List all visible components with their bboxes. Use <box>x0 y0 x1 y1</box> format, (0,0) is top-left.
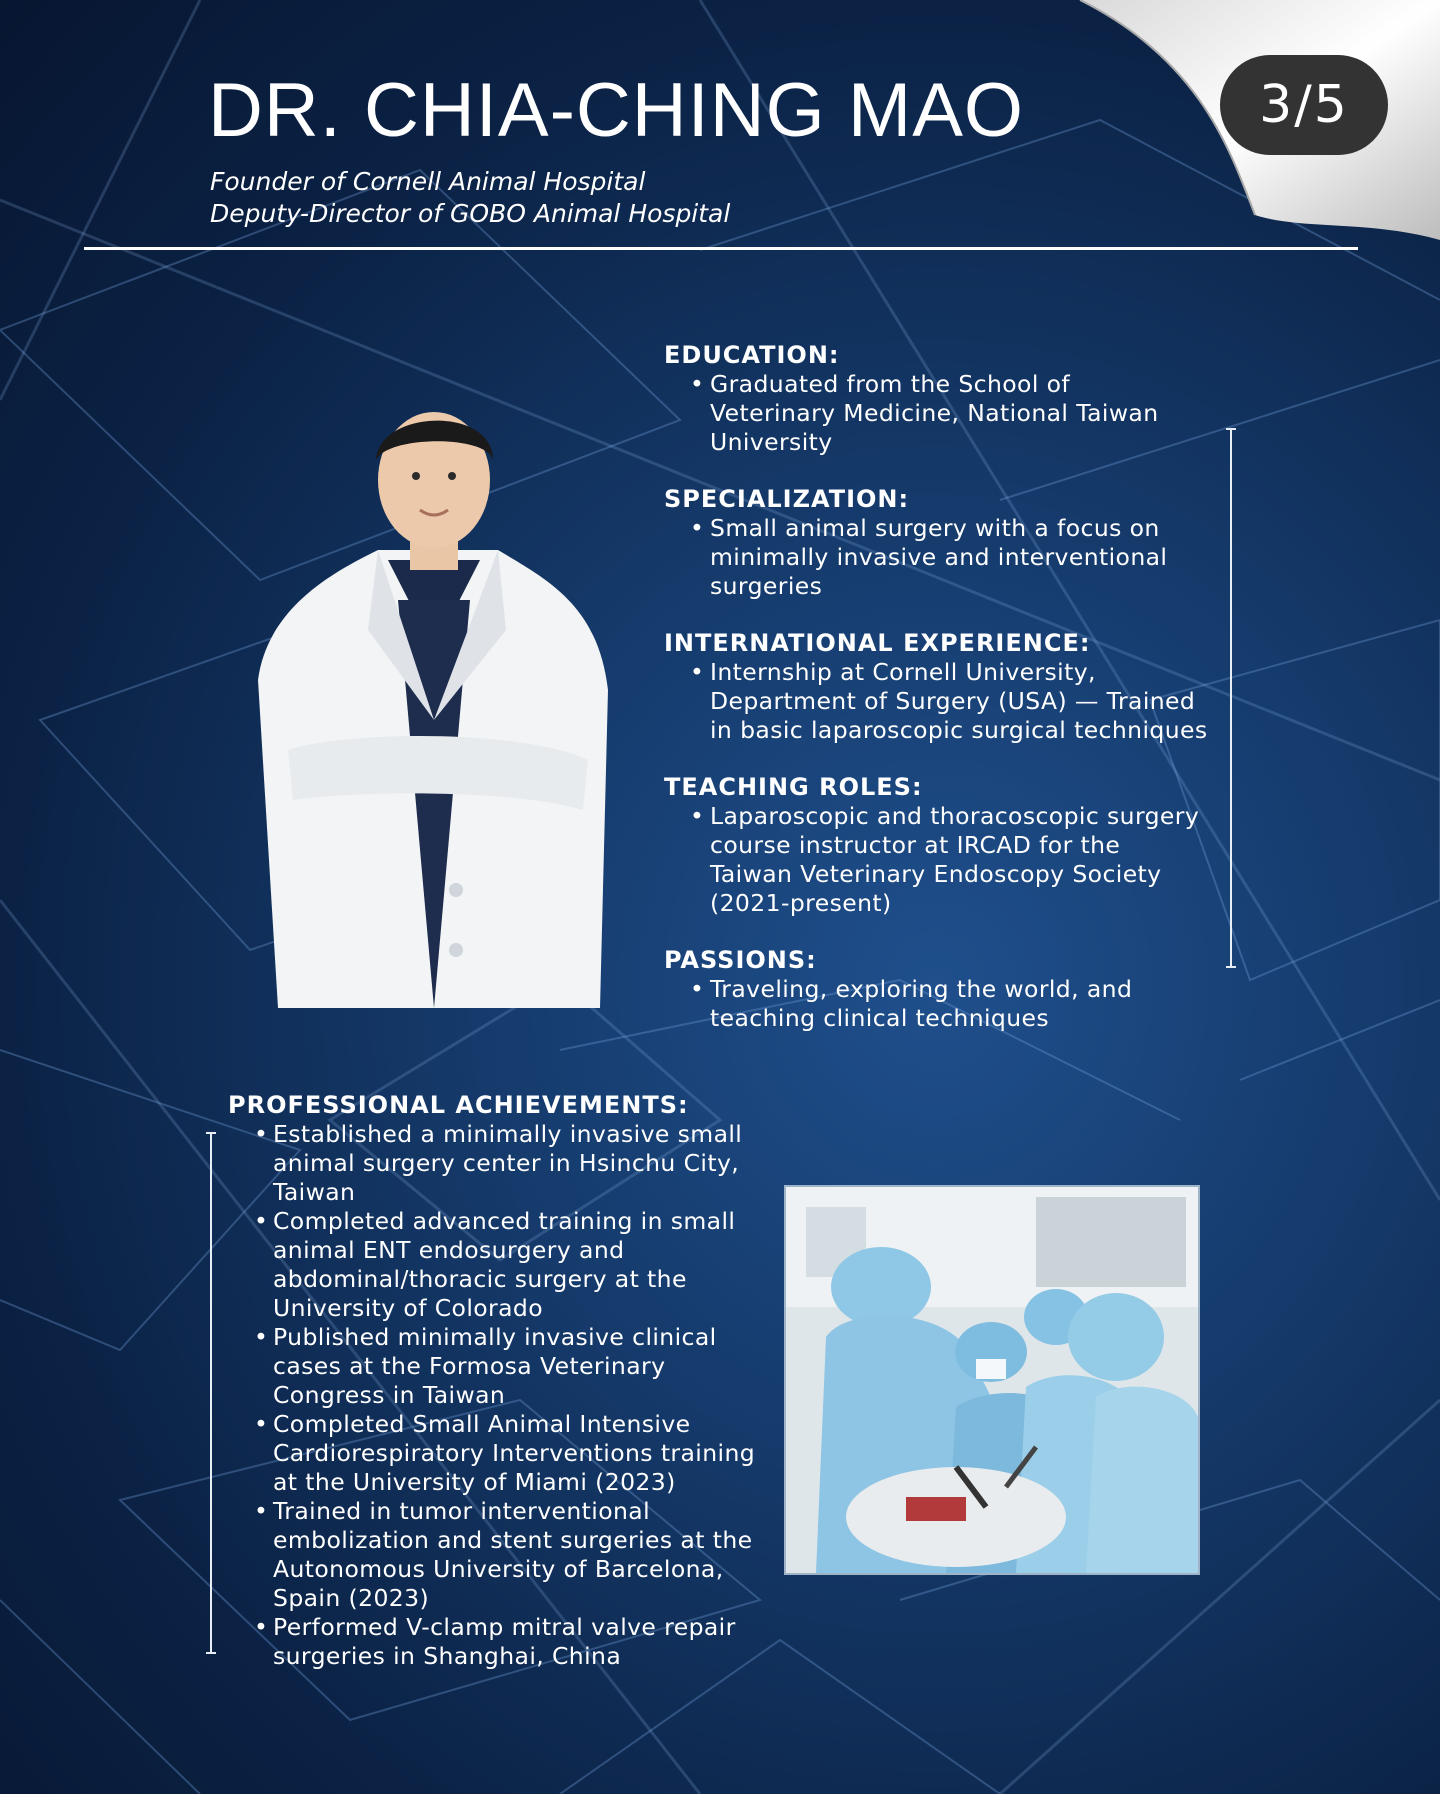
text-line: Cardiorespiratory Interventions training <box>273 1439 756 1467</box>
list-item <box>664 975 1132 1033</box>
vertical-bracket-line <box>1226 428 1236 968</box>
passions-section <box>664 945 1132 1033</box>
list-item <box>228 1613 755 1671</box>
vertical-bracket-line <box>206 1132 216 1654</box>
text-line: surgeries in Shanghai, China <box>273 1642 622 1670</box>
text-line: Published minimally invasive clinical <box>273 1323 717 1351</box>
bullet-glyph: • <box>690 802 705 830</box>
text-line: Trained in tumor interventional <box>273 1497 650 1525</box>
subtitle-line: Deputy-Director of GOBO Animal Hospital <box>210 199 731 228</box>
teaching-roles-section <box>664 772 1199 918</box>
doctor-portrait-image <box>248 390 620 1008</box>
text-line: Small animal surgery with a focus on <box>710 514 1160 542</box>
bullet-glyph: • <box>690 975 705 1003</box>
bullet-glyph: • <box>254 1207 269 1235</box>
text-line: University <box>710 428 833 456</box>
text-line: surgeries <box>710 572 823 600</box>
subtitle <box>210 166 730 230</box>
list-item <box>228 1120 755 1207</box>
list-item <box>228 1410 755 1497</box>
text-line: Veterinary Medicine, National Taiwan <box>710 399 1159 427</box>
text-line: Taiwan Veterinary Endoscopy Society <box>710 860 1162 888</box>
page-counter-badge: 3/5 <box>1220 55 1388 155</box>
text-line: Department of Surgery (USA) — Trained <box>710 687 1196 715</box>
bullet-glyph: • <box>254 1323 269 1351</box>
list-item <box>664 658 1208 745</box>
text-line: Taiwan <box>273 1178 356 1206</box>
text-line: animal ENT endosurgery and <box>273 1236 625 1264</box>
text-line: Graduated from the School of <box>710 370 1071 398</box>
section-heading: EDUCATION: <box>664 341 840 369</box>
text-line: Laparoscopic and thoracoscopic surgery <box>710 802 1200 830</box>
bullet-glyph: • <box>254 1120 269 1148</box>
text-line: Performed V-clamp mitral valve repair <box>273 1613 736 1641</box>
text-line: Traveling, exploring the world, and <box>710 975 1133 1003</box>
achievements-section <box>228 1090 755 1671</box>
list-item <box>664 802 1199 918</box>
text-line: Spain (2023) <box>273 1584 430 1612</box>
specialization-section <box>664 484 1167 601</box>
bullet-glyph: • <box>690 658 705 686</box>
section-heading: TEACHING ROLES: <box>664 773 923 801</box>
subtitle-line: Founder of Cornell Animal Hospital <box>210 167 646 196</box>
page-curl-decoration <box>1040 0 1440 320</box>
header-divider <box>84 247 1358 250</box>
list-item <box>228 1207 755 1323</box>
text-line: abdominal/thoracic surgery at the <box>273 1265 687 1293</box>
education-section <box>664 340 1159 457</box>
text-line: minimally invasive and interventional <box>710 543 1168 571</box>
list-item <box>664 514 1167 601</box>
text-line: Internship at Cornell University, <box>710 658 1096 686</box>
section-heading: SPECIALIZATION: <box>664 485 910 513</box>
text-line: embolization and stent surgeries at the <box>273 1526 753 1554</box>
page-title: DR. CHIA-CHING MAO <box>208 68 1024 153</box>
list-item <box>664 370 1159 457</box>
text-line: course instructor at IRCAD for the <box>710 831 1121 859</box>
bullet-glyph: • <box>254 1613 269 1641</box>
bullet-glyph: • <box>254 1410 269 1438</box>
section-heading: INTERNATIONAL EXPERIENCE: <box>664 629 1091 657</box>
text-line: University of Colorado <box>273 1294 543 1322</box>
text-line: at the University of Miami (2023) <box>273 1468 676 1496</box>
text-line: in basic laparoscopic surgical techniques <box>710 716 1208 744</box>
text-line: Established a minimally invasive small <box>273 1120 743 1148</box>
list-item <box>228 1497 755 1613</box>
text-line: Completed Small Animal Intensive <box>273 1410 691 1438</box>
international-experience-section <box>664 628 1208 745</box>
section-heading: PASSIONS: <box>664 946 817 974</box>
text-line: (2021-present) <box>710 889 892 917</box>
bullet-glyph: • <box>690 514 705 542</box>
text-line: Completed advanced training in small <box>273 1207 736 1235</box>
text-line: animal surgery center in Hsinchu City, <box>273 1149 740 1177</box>
bullet-glyph: • <box>254 1497 269 1525</box>
section-heading: PROFESSIONAL ACHIEVEMENTS: <box>228 1091 689 1119</box>
bullet-glyph: • <box>690 370 705 398</box>
text-line: teaching clinical techniques <box>710 1004 1050 1032</box>
text-line: Autonomous University of Barcelona, <box>273 1555 724 1583</box>
text-line: Congress in Taiwan <box>273 1381 506 1409</box>
list-item <box>228 1323 755 1410</box>
text-line: cases at the Formosa Veterinary <box>273 1352 666 1380</box>
surgery-team-photo <box>784 1185 1200 1575</box>
